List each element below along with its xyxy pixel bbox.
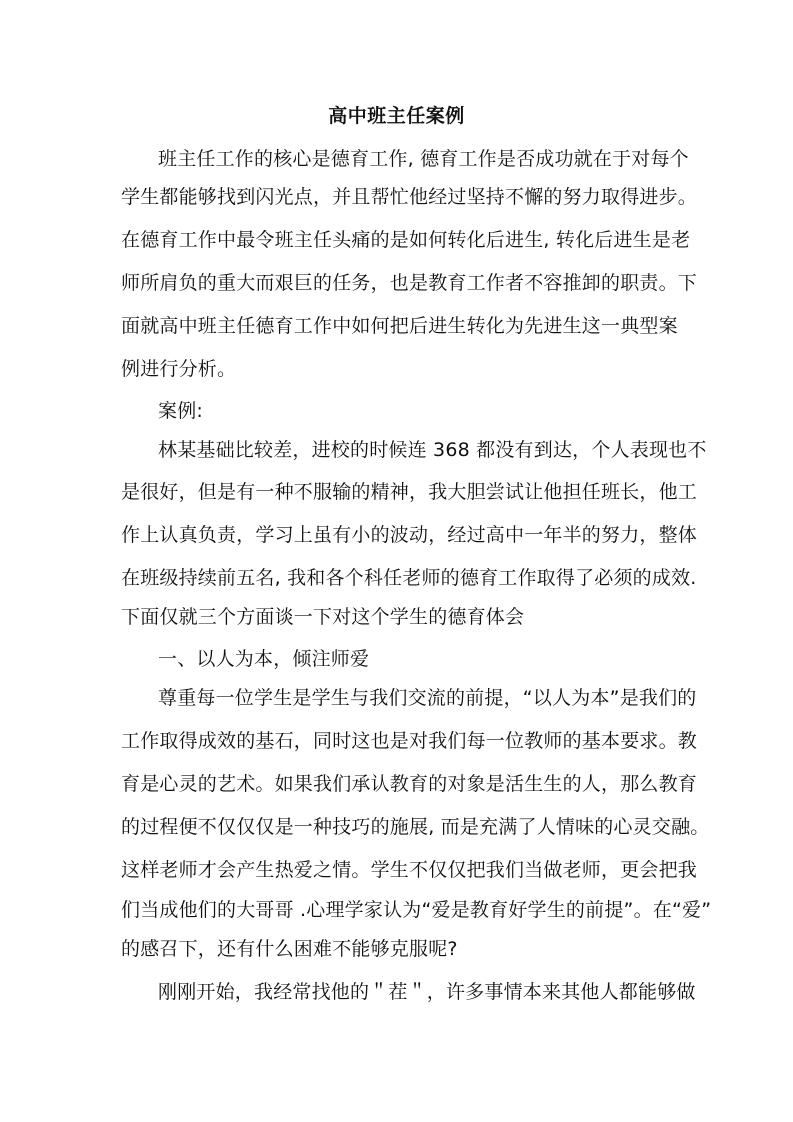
paragraph-line: 在德育工作中最令班主任头痛的是如何转化后进生, 转化后进生是老: [121, 229, 691, 251]
paragraph-line: 学生都能够找到闪光点，并且帮忙他经过坚持不懈的努力取得进步。: [121, 186, 698, 208]
paragraph-line: 作上认真负责，学习上虽有小的波动，经过高中一年半的努力，整体: [121, 524, 698, 546]
paragraph-line: 林某基础比较差，进校的时候连 368 都没有到达，个人表现也不: [158, 439, 707, 461]
paragraph-line: 是很好，但是有一种不服输的精神，我大胆尝试让他担任班长，他工: [121, 481, 698, 503]
paragraph-line: 在班级持续前五名, 我和各个科任老师的德育工作取得了必须的成效.: [121, 567, 697, 589]
paragraph-line: 们当成他们的大哥哥 .心理学家认为“爱是教育好学生的前提”。在“爱”: [121, 899, 712, 921]
section-heading: 一、以人为本，倾注师爱: [158, 648, 370, 670]
paragraph-line: 师所肩负的重大而艰巨的任务，也是教育工作者不容推卸的职责。下: [121, 272, 698, 294]
paragraph-line: 这样老师才会产生热爱之情。学生不仅仅把我们当做老师，更会把我: [121, 859, 698, 881]
paragraph-line: 尊重每一位学生是学生与我们交流的前提，“以人为本”是我们的: [158, 687, 697, 709]
paragraph-line: 例进行分析。: [121, 358, 237, 380]
paragraph-line: 面就高中班主任德育工作中如何把后进生转化为先进生这一典型案: [121, 315, 678, 337]
paragraph-line: 的感召下，还有什么困难不能够克服呢?: [121, 938, 458, 960]
paragraph-line: 刚刚开始，我经常找他的＂茬＂，许多事情本来其他人都能够做: [158, 981, 696, 1003]
paragraph-line: 工作取得成效的基石，同时这也是对我们每一位教师的基本要求。教: [121, 730, 698, 752]
document-title: 高中班主任案例: [328, 105, 465, 127]
paragraph-line: 的过程便不仅仅仅是一种技巧的施展, 而是充满了人情味的心灵交融。: [121, 816, 710, 838]
section-label: 案例:: [158, 400, 204, 422]
paragraph-line: 育是心灵的艺术。如果我们承认教育的对象是活生生的人，那么教育: [121, 773, 698, 795]
paragraph-line: 下面仅就三个方面谈一下对这个学生的德育体会: [121, 606, 525, 628]
paragraph-line: 班主任工作的核心是德育工作, 德育工作是否成功就在于对每个: [158, 148, 689, 170]
